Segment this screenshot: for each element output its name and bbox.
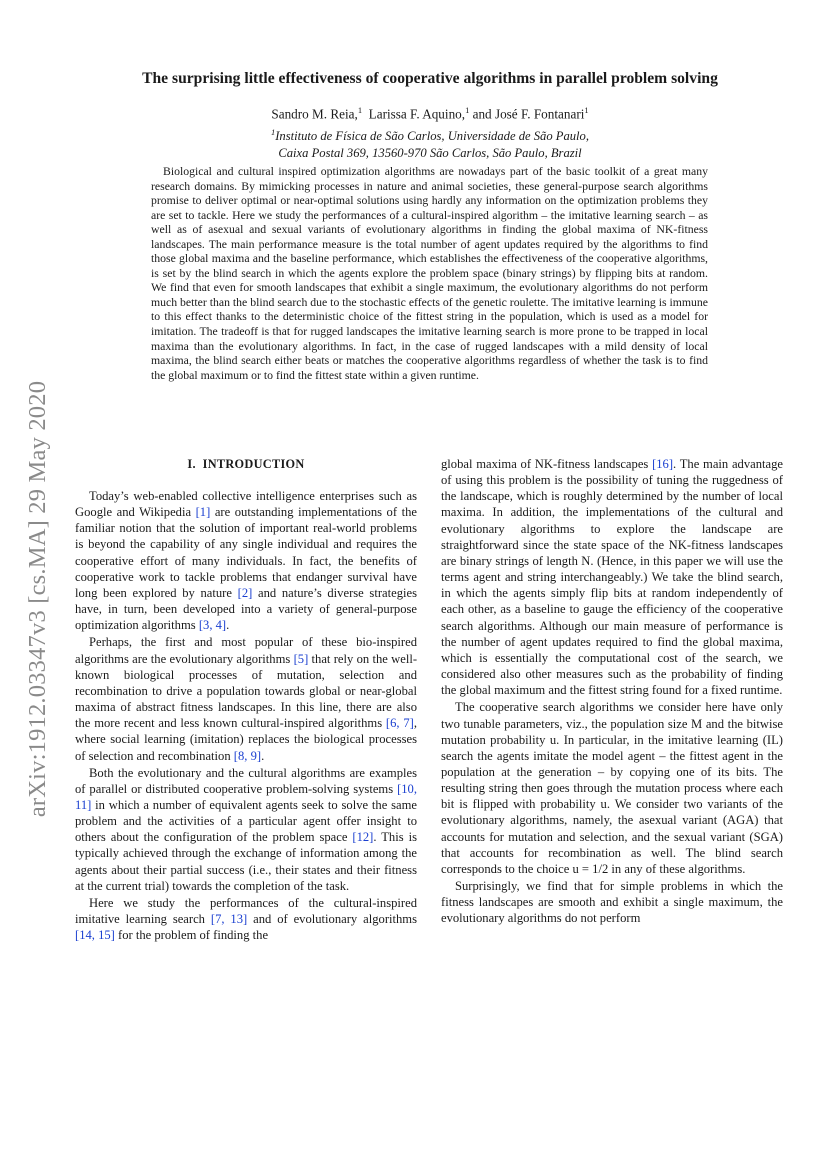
citation-link[interactable]: [2] bbox=[237, 585, 253, 600]
right-column bbox=[441, 456, 783, 927]
citation-link[interactable]: [3, 4] bbox=[198, 618, 227, 633]
affiliation-line-1: $^1$Instituto de Física de São Carlos, Universidade de São Paulo, bbox=[270, 127, 589, 144]
affiliation-mark: 1 bbox=[357, 105, 363, 115]
paragraph-text: Both the evolutionary and the cultural algorithms are examples of parallel or distributed cooperative problem-solving systems bbox=[75, 765, 417, 796]
body-paragraph bbox=[75, 895, 417, 943]
affiliation-line-2: Caixa Postal 369, 13560-970 São Carlos, São Paulo, Brazil bbox=[278, 146, 582, 161]
paragraph-text: and of evolutionary algorithms bbox=[247, 912, 417, 927]
author-conjunction: and bbox=[472, 106, 492, 122]
arxiv-identifier bbox=[20, 349, 56, 849]
paragraph-text: , where social learning (imitation) replaces the biological processes of selection and recombination bbox=[75, 716, 417, 763]
paragraph-text: . The main advantage of using this problem is the possibility of tuning the ruggedness of the landscape, which is roughly determined by the number of local maxima. In addition, the implementations of the cultural and evolutionary algorithms to explore the landscape are straightforward since the state space of the NK-fitness landscapes are binary strings of length N. (Hence, in this paper we will use the terms agent and string interchangeably.) We take the blind search, in which the agents simply flip bits at random independently of each other, as a baseline to gauge the efficiency of the cooperative search algorithms. Although our main measure of performance is the number of agent updates required to find the global maxima, which is essentially the computational cost of the search, we considered also other measures such as the probability of finding the global maximum and the fittest string found for a fixed runtime. bbox=[441, 457, 783, 698]
body-paragraph bbox=[75, 765, 417, 894]
body-paragraph bbox=[75, 488, 417, 633]
author-name: Sandro M. Reia, bbox=[271, 106, 358, 122]
citation-link[interactable]: [5] bbox=[293, 651, 309, 666]
author-list bbox=[60, 105, 800, 122]
affiliation-mark: 1 bbox=[584, 105, 589, 115]
author-name: José F. Fontanari bbox=[494, 106, 585, 122]
paragraph-text: Today’s web-enabled collective intelligence enterprises such as Google and Wikipedia bbox=[75, 489, 417, 520]
paragraph-text: . bbox=[261, 748, 265, 763]
body-paragraph bbox=[441, 456, 783, 698]
paragraph-text: . bbox=[226, 618, 230, 633]
citation-link[interactable]: [14, 15] bbox=[75, 928, 115, 943]
paragraph-text: and nature’s diverse strategies have, in turn, been developed into a variety of general-purpose optimization algorithms bbox=[75, 585, 417, 633]
paragraph-text: . This is typically achieved through the exchange of information among the agents about their partial success (i.e., their states and their fitness at the current trial) towards the completion of the task. bbox=[75, 830, 417, 893]
affiliation-mark: 1 bbox=[465, 105, 470, 115]
paragraph-text: that rely on the well-known biological processes of mutation, selection and recombination to drive a population towards global or near-global maxima of abstract fitness landscapes. In this line, there are also the more recent and less known cultural-inspired algorithms bbox=[75, 651, 418, 731]
citation-link[interactable]: [8, 9] bbox=[233, 748, 262, 763]
paragraph-text: The cooperative search algorithms we consider here have only two tunable parameters, viz., the population size M and the bitwise mutation probability u. In particular, in the imitative learning (IL) search the agents imitate the model agent – the fittest agent in the population at the generation – by copying one of its bits. The resulting string then goes through the mutation process where each bit is flipped with probability u. We consider two variants of the evolutionary algorithms, namely, the asexual variant (AGA) that accounts for mutation and selection, and the sexual variant (SGA) that accounts for recombination as well. The blind search corresponds to the choice u = 1/2 in any of these algorithms. bbox=[441, 700, 783, 876]
body-paragraph bbox=[75, 634, 417, 763]
affiliation-mark: 1 bbox=[270, 127, 276, 137]
body-paragraph bbox=[441, 699, 783, 877]
citation-link[interactable]: [12] bbox=[352, 830, 374, 845]
author-name: Larissa F. Aquino, bbox=[368, 106, 466, 122]
paragraph-text: Surprisingly, we find that for simple problems in which the fitness landscapes are smooth and exhibit a single maximum, the evolutionary algorithms do not perform bbox=[441, 879, 783, 926]
abstract: Biological and cultural inspired optimization algorithms are nowadays part of the basic toolkit of a great many research domains. By mimicking processes in nature and animal societies, these general-purpose search algorithms promise to deliver optimal or near-optimal solutions using hardly any information on the optimization problems they are set to tackle. Here we study the performances of a cultural-inspired algorithm – the imitative learning search – as well as of asexual and sexual variants of evolutionary algorithms in finding the global maxima of NK-fitness landscapes. The main performance measure is the total number of agent updates required by the algorithms to find those global maxima and the baseline performance, which establishes the effectiveness of the cooperative algorithms, is set by the blind search in which the agents explore the problem space (binary strings) by flipping bits at random. We find that even for smooth landscapes that exhibit a single maximum, the evolutionary algorithms do not perform much better than the blind search due to the stochastic effects of the genetic roulette. The imitative learning is immune to this effect thanks to the deterministic choice of the fittest string in the population, which is used as a model for imitation. The tradeoff is that for rugged landscapes the imitative learning search is more prone to be trapped in local maxima than the evolutionary algorithms. In fact, in the case of rugged landscapes with a mild density of local maxima, the blind search either beats or matches the cooperative algorithms regardless of whether the task is to find the global maximum or to find the fittest state within a given runtime. bbox=[151, 165, 708, 382]
paragraph-text: in which a number of equivalent agents seek to solve the same problem and the activities of a particular agent offer insight to others about the configuration of the problem space bbox=[75, 797, 417, 845]
affiliation bbox=[60, 124, 800, 162]
citation-link[interactable]: [10, 11] bbox=[75, 781, 417, 812]
paragraph-text: Perhaps, the first and most popular of these bio-inspired algorithms are the evolutionary algorithms bbox=[75, 635, 417, 666]
left-column bbox=[75, 456, 417, 943]
section-title: INTRODUCTION bbox=[202, 457, 305, 471]
paragraph-text: global maxima of NK-fitness landscapes bbox=[441, 457, 653, 471]
section-heading bbox=[75, 456, 417, 488]
citation-link[interactable]: [7, 13] bbox=[210, 912, 248, 927]
paragraph-text: are outstanding implementations of the familiar notion that the solution of important real-world problems is beyond the capability of any single individual and requires the cooperative effort of many individuals. In fact, the benefits of cooperative work to tackle problems that endanger survival have long been explored by nature bbox=[75, 505, 417, 600]
citation-link[interactable]: [16] bbox=[652, 457, 674, 471]
body-paragraph bbox=[441, 878, 783, 926]
arxiv-identifier-text: arXiv:1912.03347v3 [cs.MA] 29 May 2020 bbox=[24, 380, 51, 818]
section-number: I. bbox=[187, 457, 196, 471]
citation-link[interactable]: [6, 7] bbox=[385, 716, 414, 731]
right-column-body bbox=[441, 456, 783, 927]
paragraph-text: for the problem of finding the bbox=[114, 928, 269, 943]
paper-title: The surprising little effectiveness of cooperative algorithms in parallel problem solving bbox=[142, 70, 718, 87]
paragraph-text: Here we study the performances of the cultural-inspired imitative learning search bbox=[75, 895, 417, 927]
citation-link[interactable]: [1] bbox=[195, 505, 211, 520]
left-column-body bbox=[75, 488, 417, 943]
